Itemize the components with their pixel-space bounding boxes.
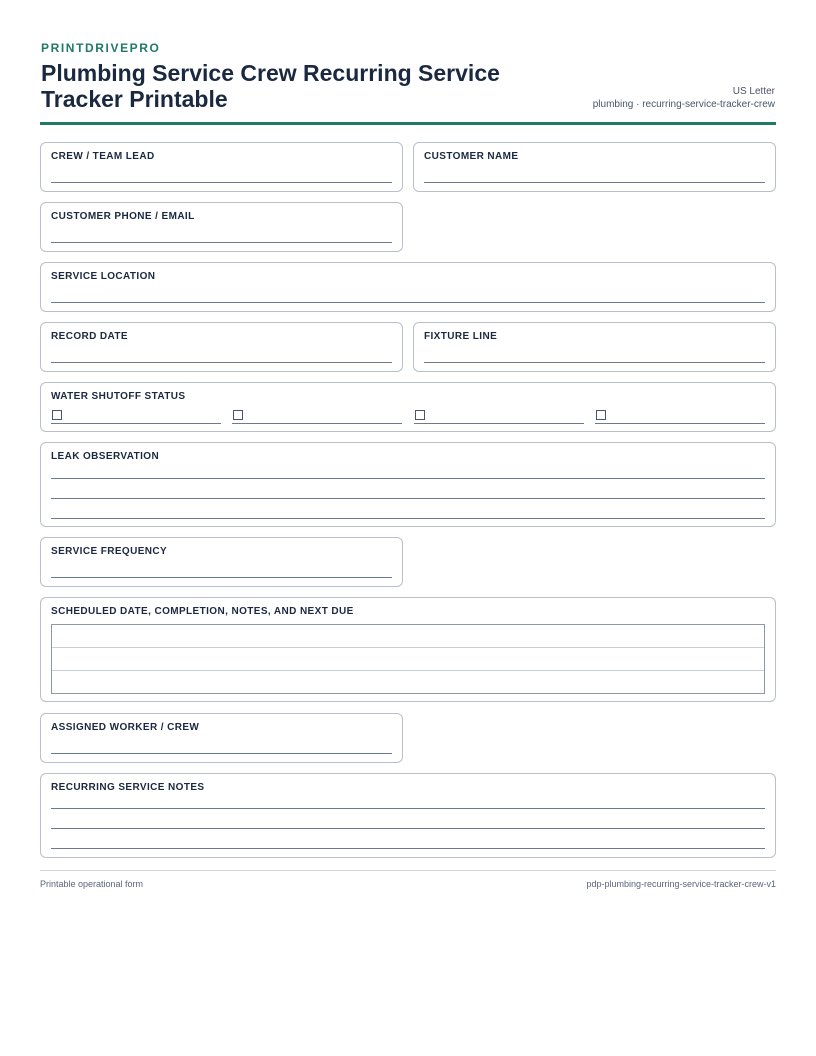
- write-line[interactable]: [51, 498, 765, 499]
- field-label: ASSIGNED WORKER / CREW: [51, 722, 200, 733]
- checkbox[interactable]: [596, 410, 606, 420]
- footer-left: Printable operational form: [40, 879, 144, 889]
- field-label: RECORD DATE: [51, 331, 128, 342]
- write-line[interactable]: [51, 848, 765, 849]
- page-title: Plumbing Service Crew Recurring Service Tracker Printable: [41, 60, 500, 112]
- field-label: RECURRING SERVICE NOTES: [51, 782, 205, 793]
- table-row[interactable]: [52, 625, 764, 648]
- table-row[interactable]: [52, 648, 764, 671]
- form-tags: plumbing · recurring-service-tracker-crew: [592, 99, 775, 110]
- checkbox[interactable]: [415, 410, 425, 420]
- crew-lead-field[interactable]: [40, 142, 403, 192]
- field-label: CREW / TEAM LEAD: [51, 151, 155, 162]
- write-line[interactable]: [424, 182, 765, 183]
- write-line[interactable]: [424, 362, 765, 363]
- footer-right: pdp-plumbing-recurring-service-tracker-crew-v1: [586, 879, 776, 889]
- write-line[interactable]: [51, 242, 392, 243]
- write-line[interactable]: [51, 577, 392, 578]
- field-label: CUSTOMER NAME: [424, 151, 519, 162]
- recurring-notes-field[interactable]: [40, 773, 776, 858]
- write-line[interactable]: [51, 478, 765, 479]
- page-meta: [593, 85, 775, 111]
- schedule-grid: [51, 624, 765, 694]
- write-line[interactable]: [51, 302, 765, 303]
- field-label: SCHEDULED DATE, COMPLETION, NOTES, AND NEXT DUE: [51, 606, 354, 617]
- checkbox[interactable]: [52, 410, 62, 420]
- field-label: SERVICE FREQUENCY: [51, 546, 168, 557]
- field-label: LEAK OBSERVATION: [51, 451, 160, 462]
- water-shutoff-field[interactable]: [40, 382, 776, 432]
- assigned-worker-field[interactable]: [40, 713, 403, 763]
- leak-observation-field[interactable]: [40, 442, 776, 527]
- write-line[interactable]: [51, 423, 221, 424]
- service-location-field[interactable]: [40, 262, 776, 312]
- footer-rule: [40, 870, 776, 871]
- fixture-line-field[interactable]: [413, 322, 776, 372]
- paper-size: US Letter: [732, 86, 775, 97]
- field-label: SERVICE LOCATION: [51, 271, 156, 282]
- customer-name-field[interactable]: [413, 142, 776, 192]
- table-row[interactable]: [52, 671, 764, 694]
- record-date-field[interactable]: [40, 322, 403, 372]
- write-line[interactable]: [595, 423, 765, 424]
- write-line[interactable]: [232, 423, 402, 424]
- header-rule: [40, 122, 776, 125]
- write-line[interactable]: [414, 423, 584, 424]
- checkbox[interactable]: [233, 410, 243, 420]
- write-line[interactable]: [51, 753, 392, 754]
- brand-name: PRINTDRIVEPRO: [41, 41, 161, 55]
- schedule-table-field[interactable]: [40, 597, 776, 702]
- write-line[interactable]: [51, 362, 392, 363]
- customer-contact-field[interactable]: [40, 202, 403, 252]
- write-line[interactable]: [51, 808, 765, 809]
- field-label: CUSTOMER PHONE / EMAIL: [51, 211, 195, 222]
- service-frequency-field[interactable]: [40, 537, 403, 587]
- field-label: WATER SHUTOFF STATUS: [51, 391, 186, 402]
- write-line[interactable]: [51, 182, 392, 183]
- write-line[interactable]: [51, 828, 765, 829]
- field-label: FIXTURE LINE: [424, 331, 498, 342]
- write-line[interactable]: [51, 518, 765, 519]
